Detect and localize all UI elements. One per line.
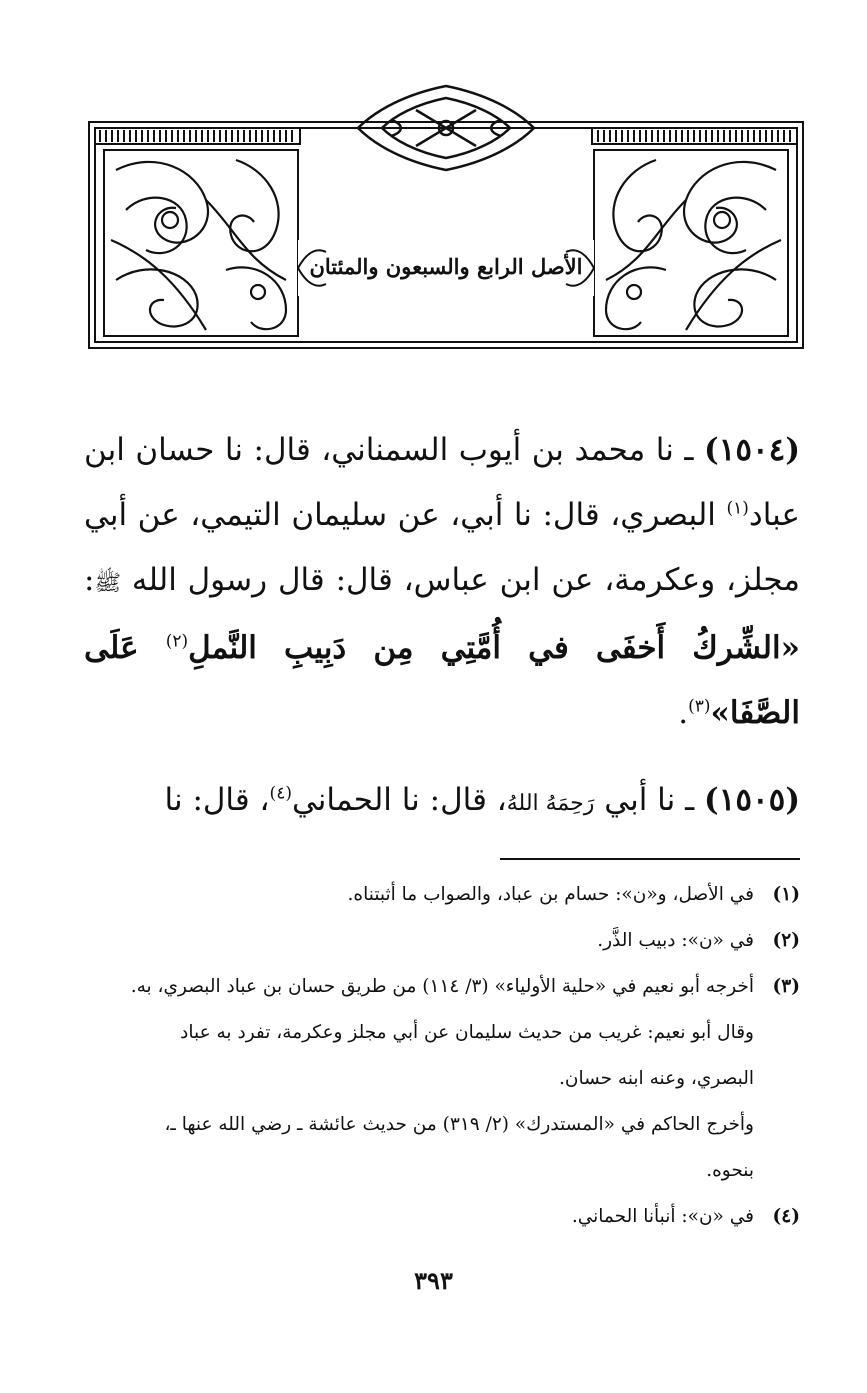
- footnote: [84, 964, 800, 1194]
- footnote: [84, 918, 800, 964]
- footnote-line: في «ن»: أنبأنا الحماني.: [571, 1206, 754, 1227]
- hadith-text-segment: البصري، قال: نا أبي، عن سليمان التيمي، عن أبي مجلز، وعكرمة، عن ابن عباس، قال: قال رسول الله: [84, 497, 800, 598]
- page-number: ٣٩٣: [414, 1266, 453, 1295]
- footnote-divider: [500, 858, 800, 860]
- footnote: [84, 872, 800, 918]
- footnote-reference[interactable]: (١): [726, 498, 749, 519]
- hadith-text-segment: ، قال: نا: [164, 782, 270, 818]
- hadith-text-segment: نا محمد بن أيوب السمناني، قال: نا حسان ابن عباد: [84, 432, 800, 533]
- footnote-line: البصري، وعنه ابنه حسان.: [558, 1068, 754, 1089]
- hadith-text: [84, 432, 800, 731]
- footnote-marker: (٢): [772, 930, 800, 951]
- footnote-line: في الأصل، و«ن»: حسام بن عباد، والصواب ما أثبتناه.: [347, 884, 754, 905]
- footnote-marker: (٤): [772, 1206, 800, 1227]
- main-text: [84, 418, 800, 836]
- footnote-line: وقال أبو نعيم: غريب من حديث سليمان عن أبي مجلز وعكرمة، تفرد به عباد: [180, 1022, 754, 1043]
- hadith-text: [165, 782, 676, 818]
- hadith-paragraph: [84, 768, 800, 836]
- footnote-reference[interactable]: (٢): [165, 631, 189, 652]
- ornamental-header-frame: [86, 80, 806, 352]
- footnote-line: بنحوه.: [706, 1160, 754, 1181]
- hadith-text-segment: ، قال: نا الحماني: [291, 782, 507, 818]
- footnotes: [84, 872, 800, 1240]
- footnote-text: [84, 872, 754, 918]
- footnote-line: في «ن»: دبيب الذَّر.: [597, 930, 754, 951]
- hadith-dash: ـ: [673, 432, 705, 468]
- hadith-text-segment: :: [84, 562, 95, 598]
- footnote-text: [84, 918, 754, 964]
- footnote-text: [84, 1194, 754, 1240]
- chapter-title: الأصل الرابع والسبعون والمئتان: [309, 254, 583, 279]
- footnote-marker: (١): [772, 884, 800, 905]
- footnote: [84, 1194, 800, 1240]
- hadith-text-segment: نا أبي: [594, 782, 676, 818]
- hadith-quote: عَلَى الصَّفَا»: [84, 630, 800, 731]
- footnote-reference[interactable]: (٤): [269, 783, 292, 804]
- footnote-text: [84, 964, 754, 1194]
- footnote-line: وأخرج الحاكم في «المستدرك» (٢/ ٣١٩) من حديث عائشة ـ رضي الله عنها ـ،: [164, 1114, 754, 1135]
- hadith-number: (١٥٠٥): [704, 782, 800, 818]
- honorific-glyph: ﷺ: [94, 571, 122, 596]
- hadith-text-segment: .: [678, 695, 689, 731]
- hadith-quote: «الشِّركُ أَخفَى في أُمَّتِي مِن دَبِيبِ النَّملِ: [188, 630, 800, 666]
- hadith-number: (١٥٠٤): [704, 432, 800, 468]
- hadith-paragraph: [84, 418, 800, 746]
- hadith-dash: ـ: [675, 782, 705, 818]
- honorific-glyph: رَحِمَهُ اللهُ: [506, 791, 595, 816]
- footnote-marker: (٣): [772, 976, 800, 997]
- footnote-line: أخرجه أبو نعيم في «حلية الأولياء» (٣/ ١١٤) من طريق حسان بن عباد البصري، به.: [130, 976, 754, 997]
- footnote-reference[interactable]: (٣): [688, 696, 711, 717]
